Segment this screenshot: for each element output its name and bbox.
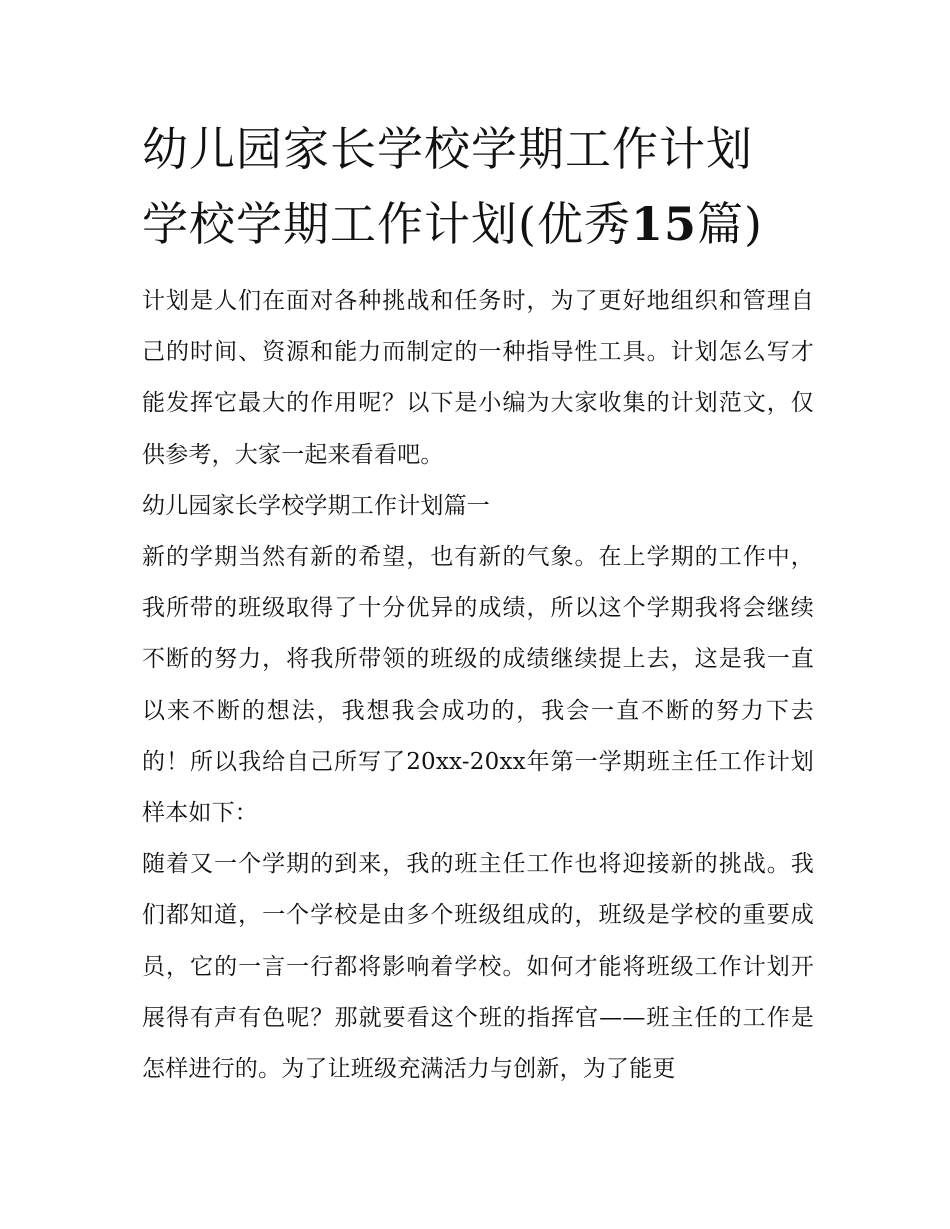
body-paragraph: 随着又一个学期的到来，我的班主任工作也将迎接新的挑战。我们都知道，一个学校是由多个班级组成的，班级是学校的重要成员，它的一言一行都将影响着学校。如何才能将班级工作计划开展得有声有色呢？那就要看这个班的指挥官——班主任的工作是怎样进行的。为了让班级充满活力与创新，为了能更 (142, 851, 814, 1083)
document-content (142, 112, 814, 1095)
intro-paragraph: 计划是人们在面对各种挑战和任务时，为了更好地组织和管理自己的时间、资源和能力而制定的一种指导性工具。计划怎么写才能发挥它最大的作用呢？以下是小编为大家收集的计划范文，仅供参考，大家一起来看看吧。 (142, 288, 814, 468)
title-number: 15 (630, 197, 697, 251)
document-body (142, 276, 814, 1095)
section-heading: 幼儿园家长学校学期工作计划篇一 (142, 492, 490, 519)
document-title (142, 112, 814, 262)
title-line-2-suffix: 篇) (696, 197, 763, 251)
body-paragraph: 新的学期当然有新的希望，也有新的气象。在上学期的工作中，我所带的班级取得了十分优异的成绩，所以这个学期我将会继续不断的努力，将我所带领的班级的成绩继续提上去，这是我一直以来不断的想法，我想我会成功的，我会一直不断的努力下去的！所以我给自己所写了20xx-20xx年第一学期班主任工作计划样本如下： (142, 544, 814, 827)
title-line-1: 幼儿园家长学校学期工作计划 (142, 122, 753, 176)
title-line-2-prefix: 学校学期工作计划(优秀 (142, 197, 631, 251)
